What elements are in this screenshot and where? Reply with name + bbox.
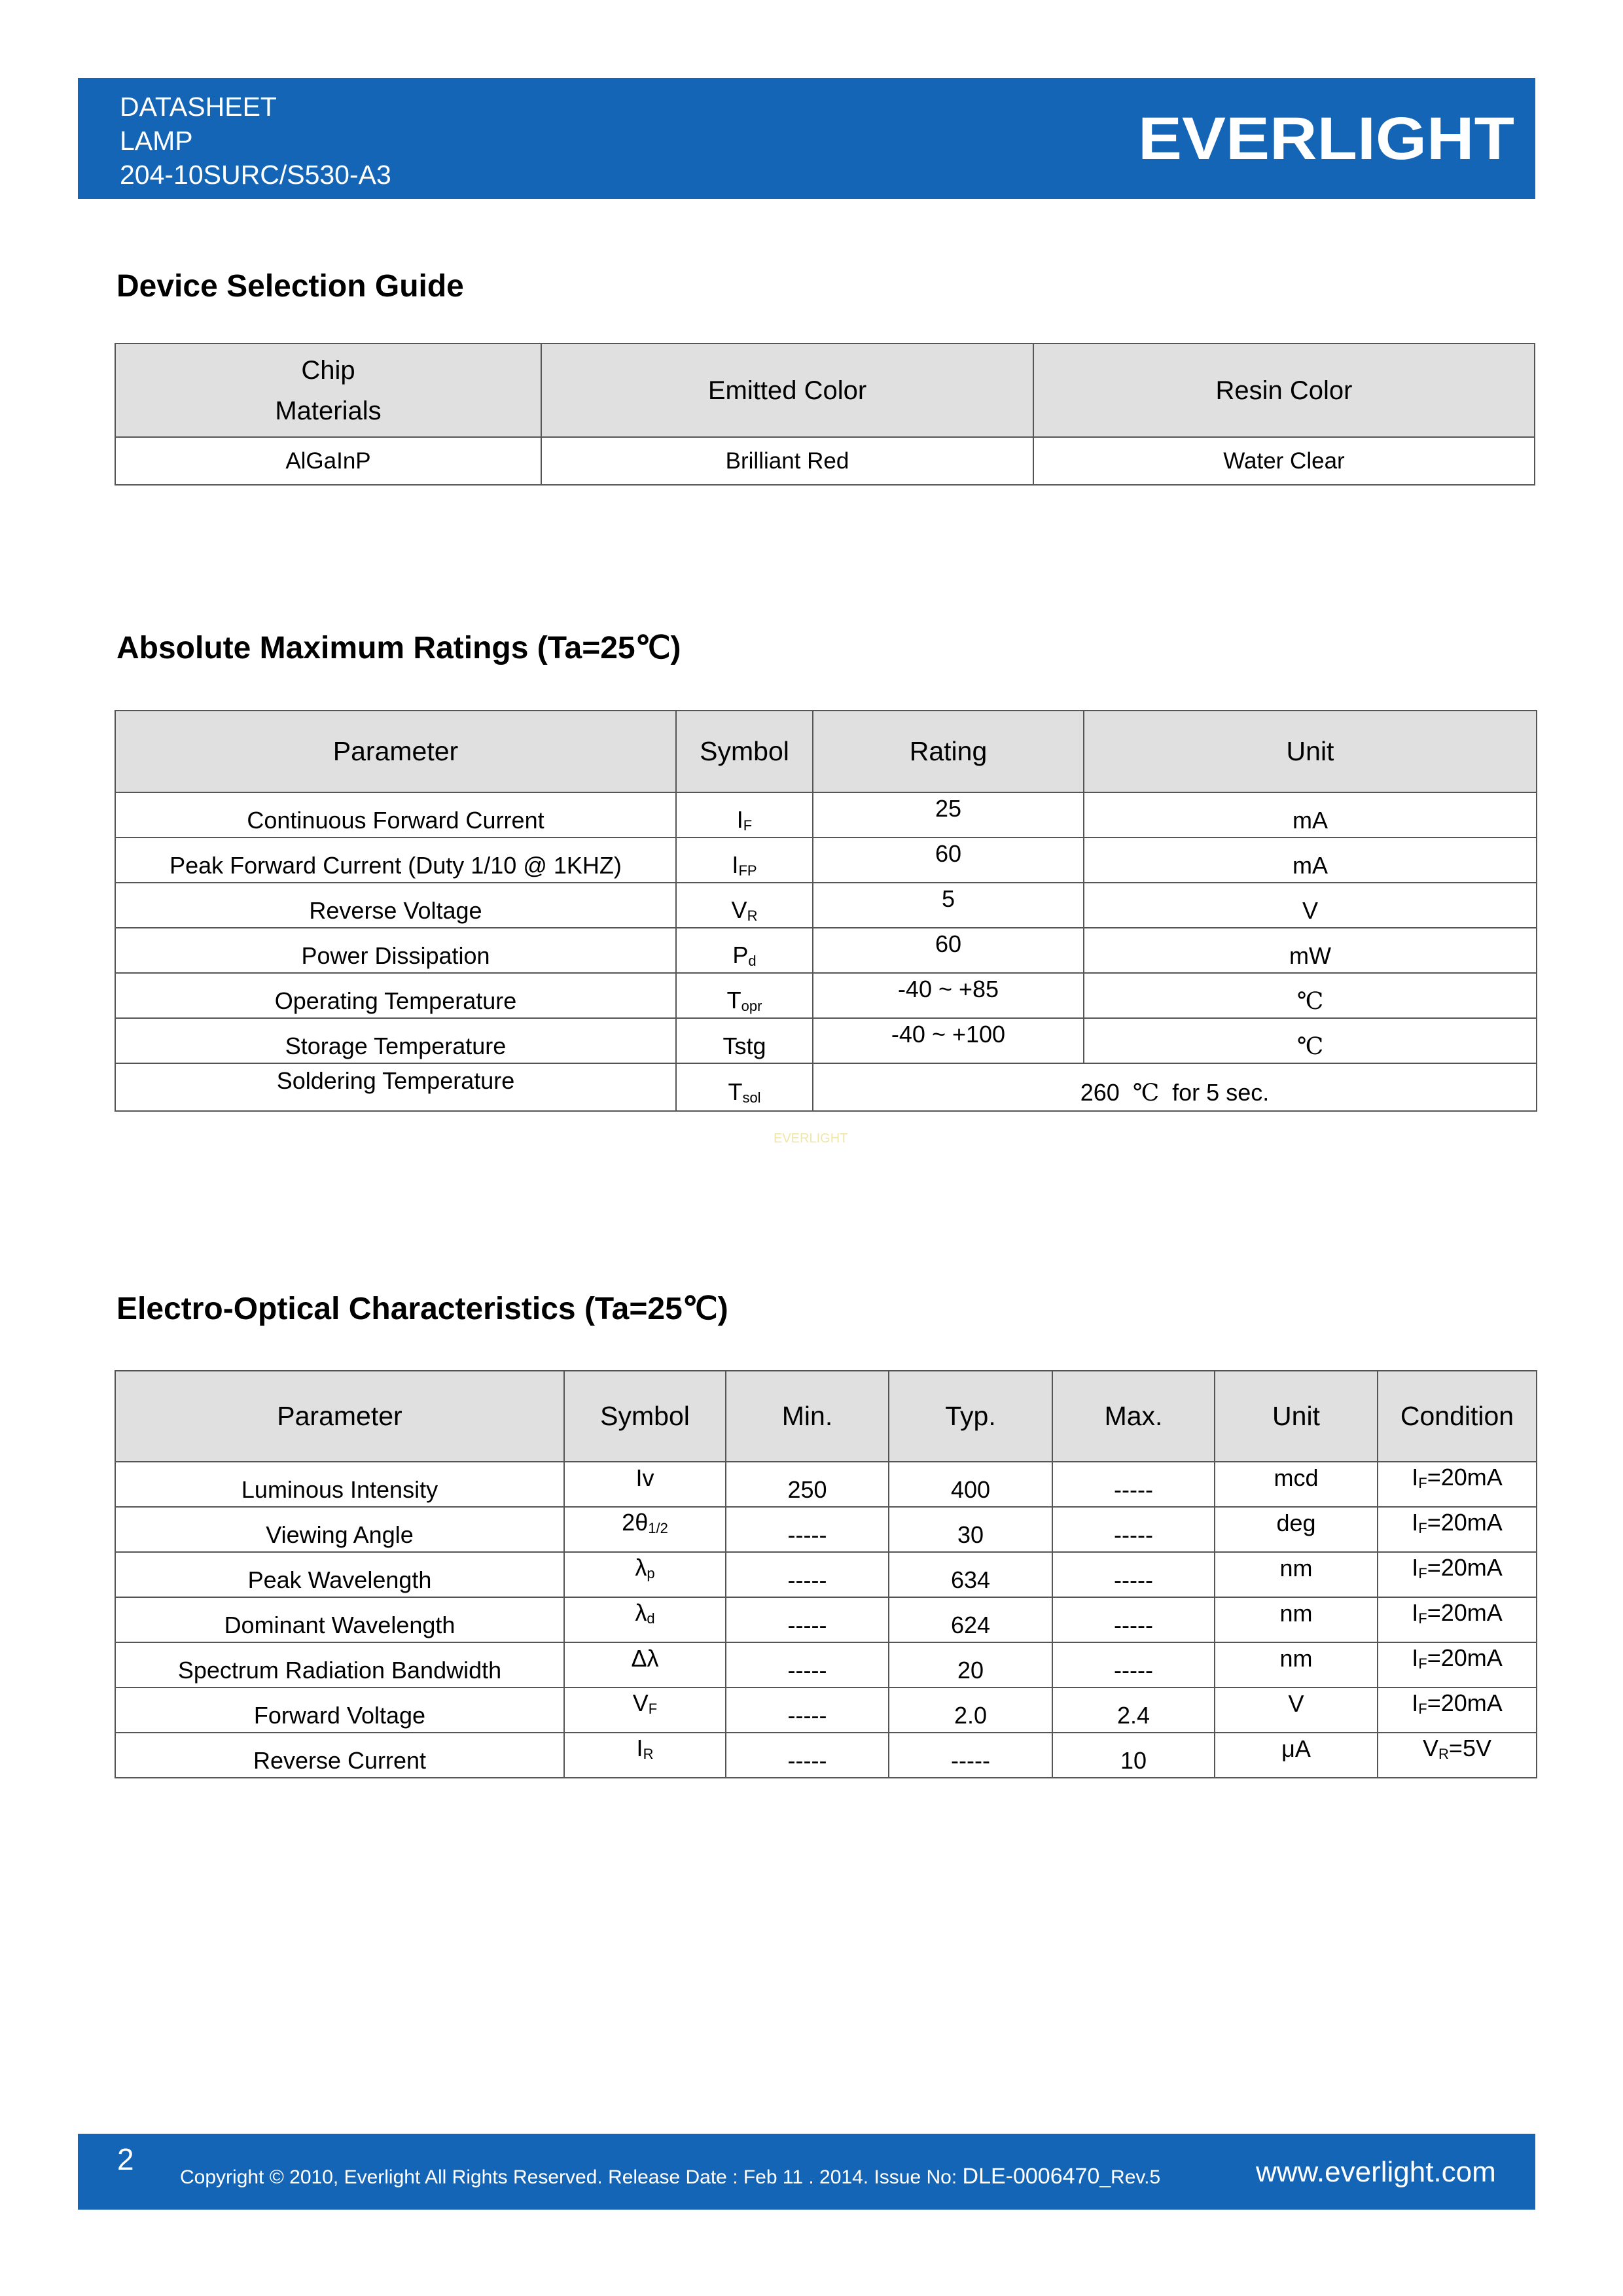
selection-guide-table [115, 343, 1535, 486]
table-row [115, 1642, 1537, 1687]
unit-text: μA [1281, 1735, 1311, 1762]
rating-text: -40 ~ +100 [891, 1020, 1006, 1048]
max-cell [1052, 1507, 1215, 1552]
copyright-notice: Copyright © 2010, Everlight All Rights Reserved. Release Date : Feb 11 . 2014. Issue No: DLE-0006470_Rev.5 [180, 2164, 1161, 2189]
col-resin-color: Resin Color [1033, 344, 1535, 437]
symbol-main: Iv [635, 1464, 654, 1491]
col-chip-materials: Chip Materials [115, 344, 541, 437]
typ-text: 30 [957, 1521, 984, 1548]
unit-cell [1084, 928, 1537, 973]
typ-cell [889, 1687, 1052, 1733]
condition-subscript: F [1418, 1655, 1427, 1672]
typ-text: ----- [951, 1746, 990, 1774]
doc-type: DATASHEET [120, 92, 277, 122]
max-text: 10 [1120, 1746, 1147, 1774]
symbol-main: I [736, 806, 743, 833]
unit-cell [1215, 1552, 1378, 1597]
table-row [115, 838, 1537, 883]
unit-text: nm [1279, 1554, 1313, 1581]
max-text: ----- [1114, 1475, 1153, 1503]
header-banner [78, 78, 1535, 199]
condition-subscript: F [1418, 1565, 1427, 1581]
footer-banner [78, 2134, 1535, 2210]
max-cell [1052, 1462, 1215, 1507]
min-text: ----- [787, 1656, 827, 1684]
min-text: ----- [787, 1566, 827, 1593]
min-cell [726, 1733, 889, 1778]
symbol-text [727, 987, 762, 1014]
condition-cell [1378, 1507, 1537, 1552]
col-symbol: Symbol [676, 711, 813, 792]
condition-text [1423, 1735, 1491, 1761]
unit-cell [1215, 1597, 1378, 1642]
parameter-cell [115, 1687, 564, 1733]
rating-text: 25 [935, 794, 962, 822]
parameter-text: Reverse Voltage [309, 896, 482, 924]
unit-cell [1084, 838, 1537, 883]
min-text: ----- [787, 1521, 827, 1548]
everlight-logo [1138, 112, 1518, 164]
abs-max-title: Absolute Maximum Ratings (Ta=25℃) [116, 631, 681, 665]
rating-cell [813, 973, 1084, 1018]
parameter-cell [115, 1462, 564, 1507]
condition-cell [1378, 1462, 1537, 1507]
unit-cell [1084, 792, 1537, 838]
parameter-text: Peak Forward Current (Duty 1/10 @ 1KHZ) [169, 851, 622, 879]
symbol-main: λ [635, 1599, 647, 1626]
document-id: DLE-0006470 [962, 2164, 1100, 2189]
max-cell [1052, 1687, 1215, 1733]
table-row [115, 1733, 1537, 1778]
col-rating: Rating [813, 711, 1084, 792]
typ-text: 634 [950, 1566, 991, 1593]
unit-cell [1215, 1642, 1378, 1687]
table-row [115, 1597, 1537, 1642]
typ-cell [889, 1642, 1052, 1687]
website-link[interactable]: www.everlight.com [1256, 2156, 1496, 2188]
symbol-cell [564, 1552, 726, 1597]
condition-symbol: I [1412, 1599, 1419, 1626]
condition-cell [1378, 1552, 1537, 1597]
table-header-row [115, 1371, 1537, 1462]
table-header-row [115, 344, 1535, 437]
symbol-cell [564, 1597, 726, 1642]
table-row [115, 1552, 1537, 1597]
condition-cell [1378, 1687, 1537, 1733]
symbol-cell [676, 1018, 813, 1063]
symbol-cell [564, 1733, 726, 1778]
condition-text [1412, 1644, 1503, 1671]
parameter-cell: Soldering Temperature [115, 1063, 676, 1111]
max-text: ----- [1114, 1566, 1153, 1593]
col-max: Max. [1052, 1371, 1215, 1462]
symbol-main: 2θ [622, 1509, 649, 1536]
symbol-main: λ [635, 1554, 647, 1581]
typ-cell [889, 1597, 1052, 1642]
symbol-main: P [732, 942, 749, 968]
condition-text [1412, 1689, 1503, 1716]
symbol-text [637, 1735, 654, 1761]
unit-text: ℃ [1296, 987, 1324, 1015]
condition-value: =20mA [1427, 1554, 1503, 1581]
unit-cell [1215, 1687, 1378, 1733]
unit-cell [1084, 883, 1537, 928]
unit-text: mA [1293, 851, 1328, 879]
symbol-cell [676, 883, 813, 928]
condition-value: =20mA [1427, 1509, 1503, 1536]
table-row [115, 1687, 1537, 1733]
col-parameter: Parameter [115, 1371, 564, 1462]
symbol-subscript: F [648, 1701, 658, 1717]
parameter-cell [115, 973, 676, 1018]
electro-optical-title: Electro-Optical Characteristics (Ta=25℃) [116, 1292, 728, 1326]
min-cell [726, 1642, 889, 1687]
rating-cell [813, 928, 1084, 973]
revision: _Rev.5 [1099, 2166, 1161, 2188]
col-typ: Typ. [889, 1371, 1052, 1462]
col-parameter: Parameter [115, 711, 676, 792]
parameter-cell [115, 838, 676, 883]
parameter-text: Peak Wavelength [247, 1566, 432, 1593]
table-row [115, 928, 1537, 973]
unit-cell [1084, 973, 1537, 1018]
parameter-text: Luminous Intensity [241, 1475, 438, 1503]
rating-text: 5 [941, 885, 955, 912]
rating-text: 60 [935, 839, 962, 867]
condition-symbol: I [1412, 1554, 1419, 1581]
symbol-subscript: R [747, 908, 758, 924]
min-cell [726, 1552, 889, 1597]
table-row [115, 1507, 1537, 1552]
symbol-cell [564, 1507, 726, 1552]
unit-text: mA [1293, 806, 1328, 834]
parameter-cell [115, 1552, 564, 1597]
electro-optical-table [115, 1370, 1537, 1778]
unit-text: mcd [1274, 1464, 1319, 1491]
symbol-subscript: p [647, 1565, 655, 1581]
abs-max-table [115, 710, 1537, 1112]
symbol-text [722, 1033, 766, 1059]
condition-symbol: I [1412, 1509, 1419, 1536]
parameter-text: Reverse Current [253, 1746, 427, 1774]
condition-text [1412, 1554, 1503, 1581]
typ-cell [889, 1733, 1052, 1778]
unit-cell [1215, 1462, 1378, 1507]
table-row [115, 792, 1537, 838]
condition-subscript: F [1418, 1610, 1427, 1627]
unit-text: mW [1289, 942, 1331, 969]
condition-subscript: F [1418, 1701, 1427, 1717]
page-number: 2 [117, 2142, 134, 2176]
logo-text: EVERLIGHT [1138, 112, 1514, 164]
condition-text [1412, 1599, 1503, 1626]
max-cell [1052, 1597, 1215, 1642]
symbol-text [732, 851, 757, 878]
max-text: ----- [1114, 1521, 1153, 1548]
table-row [115, 437, 1535, 485]
emitted-color-cell: Brilliant Red [541, 437, 1033, 485]
parameter-cell [115, 1733, 564, 1778]
symbol-main: V [632, 1689, 649, 1716]
symbol-cell: $T_{sol}$ [676, 1063, 813, 1111]
col-symbol: Symbol [564, 1371, 726, 1462]
parameter-text: Spectrum Radiation Bandwidth [177, 1656, 502, 1684]
col-emitted-color: Emitted Color [541, 344, 1033, 437]
symbol-text [622, 1509, 668, 1536]
parameter-text: Continuous Forward Current [247, 806, 544, 834]
typ-cell [889, 1507, 1052, 1552]
table-row [115, 973, 1537, 1018]
parameter-text: Operating Temperature [274, 987, 517, 1014]
typ-text: 624 [950, 1611, 991, 1638]
max-text: 2.4 [1116, 1701, 1150, 1729]
min-cell [726, 1462, 889, 1507]
unit-text: nm [1279, 1644, 1313, 1672]
symbol-main: Δλ [631, 1644, 659, 1672]
condition-symbol: I [1412, 1689, 1419, 1716]
symbol-text [633, 1689, 657, 1716]
symbol-text [631, 1645, 658, 1672]
rating-cell [813, 838, 1084, 883]
condition-value: =20mA [1427, 1644, 1503, 1671]
symbol-cell [676, 928, 813, 973]
symbol-cell [564, 1642, 726, 1687]
parameter-cell [115, 883, 676, 928]
table-row [115, 1462, 1537, 1507]
condition-value: =20mA [1427, 1599, 1503, 1626]
table-row [115, 1018, 1537, 1063]
typ-cell [889, 1552, 1052, 1597]
unit-cell [1215, 1733, 1378, 1778]
unit-text: V [1302, 896, 1318, 924]
symbol-subscript: d [748, 953, 757, 969]
parameter-cell [115, 1018, 676, 1063]
header-text [120, 90, 391, 192]
symbol-subscript: FP [738, 862, 757, 879]
parameter-cell [115, 928, 676, 973]
min-cell [726, 1597, 889, 1642]
condition-value: =5V [1448, 1735, 1491, 1761]
symbol-cell [676, 792, 813, 838]
unit-text: ℃ [1296, 1033, 1324, 1060]
selection-guide-title: Device Selection Guide [116, 269, 464, 304]
symbol-main: T [726, 987, 741, 1014]
col-condition: Condition [1378, 1371, 1537, 1462]
condition-symbol: V [1423, 1735, 1439, 1761]
table-row [115, 883, 1537, 928]
unit-text: V [1288, 1689, 1304, 1717]
parameter-text: Forward Voltage [253, 1701, 426, 1729]
min-text: 250 [787, 1475, 827, 1503]
symbol-subscript: d [647, 1610, 655, 1627]
product-category: LAMP [120, 126, 193, 156]
symbol-main: I [732, 851, 739, 878]
rating-text: 60 [935, 930, 962, 957]
col-unit: Unit [1084, 711, 1537, 792]
condition-subscript: F [1418, 1475, 1427, 1491]
symbol-cell [676, 838, 813, 883]
parameter-cell [115, 1597, 564, 1642]
unit-text: deg [1276, 1509, 1316, 1536]
parameter-cell [115, 1507, 564, 1552]
condition-subscript: F [1418, 1520, 1427, 1536]
symbol-subscript: 1/2 [648, 1520, 668, 1536]
rating-cell [813, 1018, 1084, 1063]
condition-cell [1378, 1642, 1537, 1687]
rating-cell [813, 883, 1084, 928]
watermark: EVERLIGHT [774, 1131, 848, 1146]
unit-cell [1084, 1018, 1537, 1063]
symbol-cell [564, 1462, 726, 1507]
symbol-text [737, 806, 752, 833]
symbol-subscript: R [643, 1746, 654, 1762]
min-text: ----- [787, 1701, 827, 1729]
parameter-text: Power Dissipation [301, 942, 490, 969]
chip-material-cell: AlGaInP [115, 437, 541, 485]
condition-cell [1378, 1733, 1537, 1778]
min-cell [726, 1687, 889, 1733]
symbol-text [635, 1464, 654, 1491]
parameter-cell [115, 1642, 564, 1687]
part-number: 204-10SURC/S530-A3 [120, 160, 391, 190]
condition-subscript: R [1438, 1746, 1449, 1762]
unit-cell [1215, 1507, 1378, 1552]
symbol-text [732, 942, 756, 968]
typ-text: 400 [950, 1475, 991, 1503]
typ-text: 20 [957, 1656, 984, 1684]
condition-symbol: I [1412, 1644, 1419, 1671]
min-cell [726, 1507, 889, 1552]
symbol-main: Tstg [722, 1032, 766, 1059]
typ-text: 2.0 [954, 1701, 988, 1729]
table-row-soldering [115, 1063, 1537, 1111]
unit-text: nm [1279, 1599, 1313, 1627]
condition-cell [1378, 1597, 1537, 1642]
symbol-subscript: F [743, 817, 753, 834]
resin-color-cell: Water Clear [1033, 437, 1535, 485]
parameter-text: Storage Temperature [285, 1032, 507, 1059]
max-cell [1052, 1733, 1215, 1778]
parameter-text: Dominant Wavelength [224, 1611, 455, 1638]
col-unit: Unit [1215, 1371, 1378, 1462]
condition-value: =20mA [1427, 1689, 1503, 1716]
typ-cell [889, 1462, 1052, 1507]
min-text: ----- [787, 1746, 827, 1774]
condition-symbol: I [1412, 1464, 1419, 1491]
symbol-subscript: opr [741, 998, 762, 1014]
rating-text: -40 ~ +85 [897, 975, 999, 1002]
table-header-row [115, 711, 1537, 792]
condition-value: =20mA [1427, 1464, 1503, 1491]
symbol-text [635, 1554, 654, 1581]
symbol-main: V [731, 896, 747, 923]
symbol-cell [564, 1687, 726, 1733]
soldering-rating-cell: 260 ℃ for 5 sec. [813, 1063, 1537, 1111]
condition-text [1412, 1509, 1503, 1536]
symbol-main: I [636, 1735, 643, 1761]
max-cell [1052, 1642, 1215, 1687]
condition-text [1412, 1464, 1503, 1491]
max-text: ----- [1114, 1656, 1153, 1684]
col-min: Min. [726, 1371, 889, 1462]
symbol-cell [676, 973, 813, 1018]
symbol-text [732, 896, 758, 923]
max-text: ----- [1114, 1611, 1153, 1638]
parameter-cell [115, 792, 676, 838]
symbol-text [635, 1599, 654, 1626]
max-cell [1052, 1552, 1215, 1597]
min-text: ----- [787, 1611, 827, 1638]
rating-cell [813, 792, 1084, 838]
parameter-text: Viewing Angle [266, 1521, 414, 1548]
